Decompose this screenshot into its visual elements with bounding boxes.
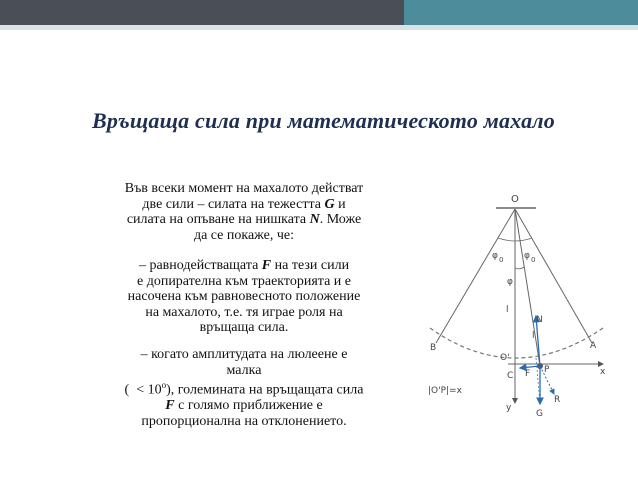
- label-C: C: [507, 371, 514, 381]
- p3-line2: малка: [226, 362, 262, 378]
- symbol-N: N: [309, 212, 320, 227]
- p3-line4-text: с голямо приближение е: [174, 398, 323, 414]
- p3-line1: – когато амплитудата на люлеене е: [140, 347, 348, 362]
- p1-line2: [88, 197, 400, 213]
- symbol-F: F: [261, 258, 272, 273]
- p2-line1: [88, 258, 400, 274]
- p1-line4: да се покаже, че:: [193, 227, 295, 243]
- p2-line4: на махалото, т.е. тя играе роля на: [145, 304, 343, 320]
- angle-arc-phi: [515, 267, 524, 269]
- label-x: x: [600, 367, 606, 377]
- label-P: P: [544, 365, 550, 375]
- p1-line2-end: и: [334, 196, 346, 212]
- paragraph-resultant: [88, 258, 400, 336]
- degree-mark: o: [161, 380, 167, 390]
- label-O: O: [511, 194, 519, 205]
- paragraph-forces: [88, 181, 400, 243]
- string-left: [436, 209, 515, 343]
- string-current: [515, 209, 540, 366]
- label-sub0-right: 0: [531, 256, 536, 264]
- p2-line1-text: – равнодействащата: [138, 258, 262, 273]
- p1-line3-text: силата на опъване на нишката: [126, 212, 310, 227]
- label-phi: φ: [507, 277, 513, 287]
- top-banner-teal: [404, 0, 638, 25]
- label-B: B: [430, 343, 437, 353]
- label-sub0-left: 0: [499, 256, 504, 264]
- top-banner-dark: [0, 0, 404, 25]
- p3-line3: [88, 378, 400, 398]
- p3-line5: пропорционална на отклонението.: [141, 413, 347, 429]
- p1-line2-text: две сили – силата на тежестта: [142, 196, 325, 212]
- p1-line3-end: . Може: [319, 212, 362, 227]
- string-right: [515, 209, 592, 343]
- label-R: R: [554, 395, 561, 405]
- p2-line2: е допирателна към траекторията и е: [136, 273, 351, 289]
- trajectory-arc: [430, 328, 603, 358]
- label-formula: |O'P|=x: [428, 386, 462, 396]
- label-y: y: [506, 403, 512, 413]
- top-banner-line: [0, 25, 638, 30]
- label-G: G: [536, 409, 543, 419]
- p2-line3: насочена към равновесното положение: [127, 289, 361, 304]
- p1-line1: Във всеки момент на махалото действат: [124, 181, 364, 196]
- slide-title: Връщаща сила при математическото махало: [92, 108, 556, 133]
- label-O-prime: O': [500, 353, 510, 363]
- p2-line1-end: на тези сили: [271, 258, 350, 273]
- symbol-F-2: F: [165, 398, 175, 414]
- label-A: A: [590, 341, 597, 351]
- p3-line3-text: ), големината на връщащата сила: [166, 382, 364, 398]
- label-l-right: l: [532, 331, 535, 341]
- symbol-G: G: [324, 196, 335, 212]
- label-N: N: [536, 315, 543, 325]
- label-F: F: [525, 369, 531, 379]
- p2-line5: връщаща сила.: [199, 320, 289, 335]
- paragraph-small-amplitude: [88, 347, 400, 429]
- p3-line4: [88, 398, 400, 414]
- label-l-center: l: [506, 305, 509, 315]
- p1-line3: [88, 212, 400, 228]
- p3-paren: (: [124, 382, 130, 398]
- label-phi0-left: φ: [492, 251, 498, 261]
- pendulum-diagram: [418, 188, 614, 420]
- label-phi0-right: φ: [524, 251, 530, 261]
- p3-angle-limit: < 10: [136, 382, 162, 398]
